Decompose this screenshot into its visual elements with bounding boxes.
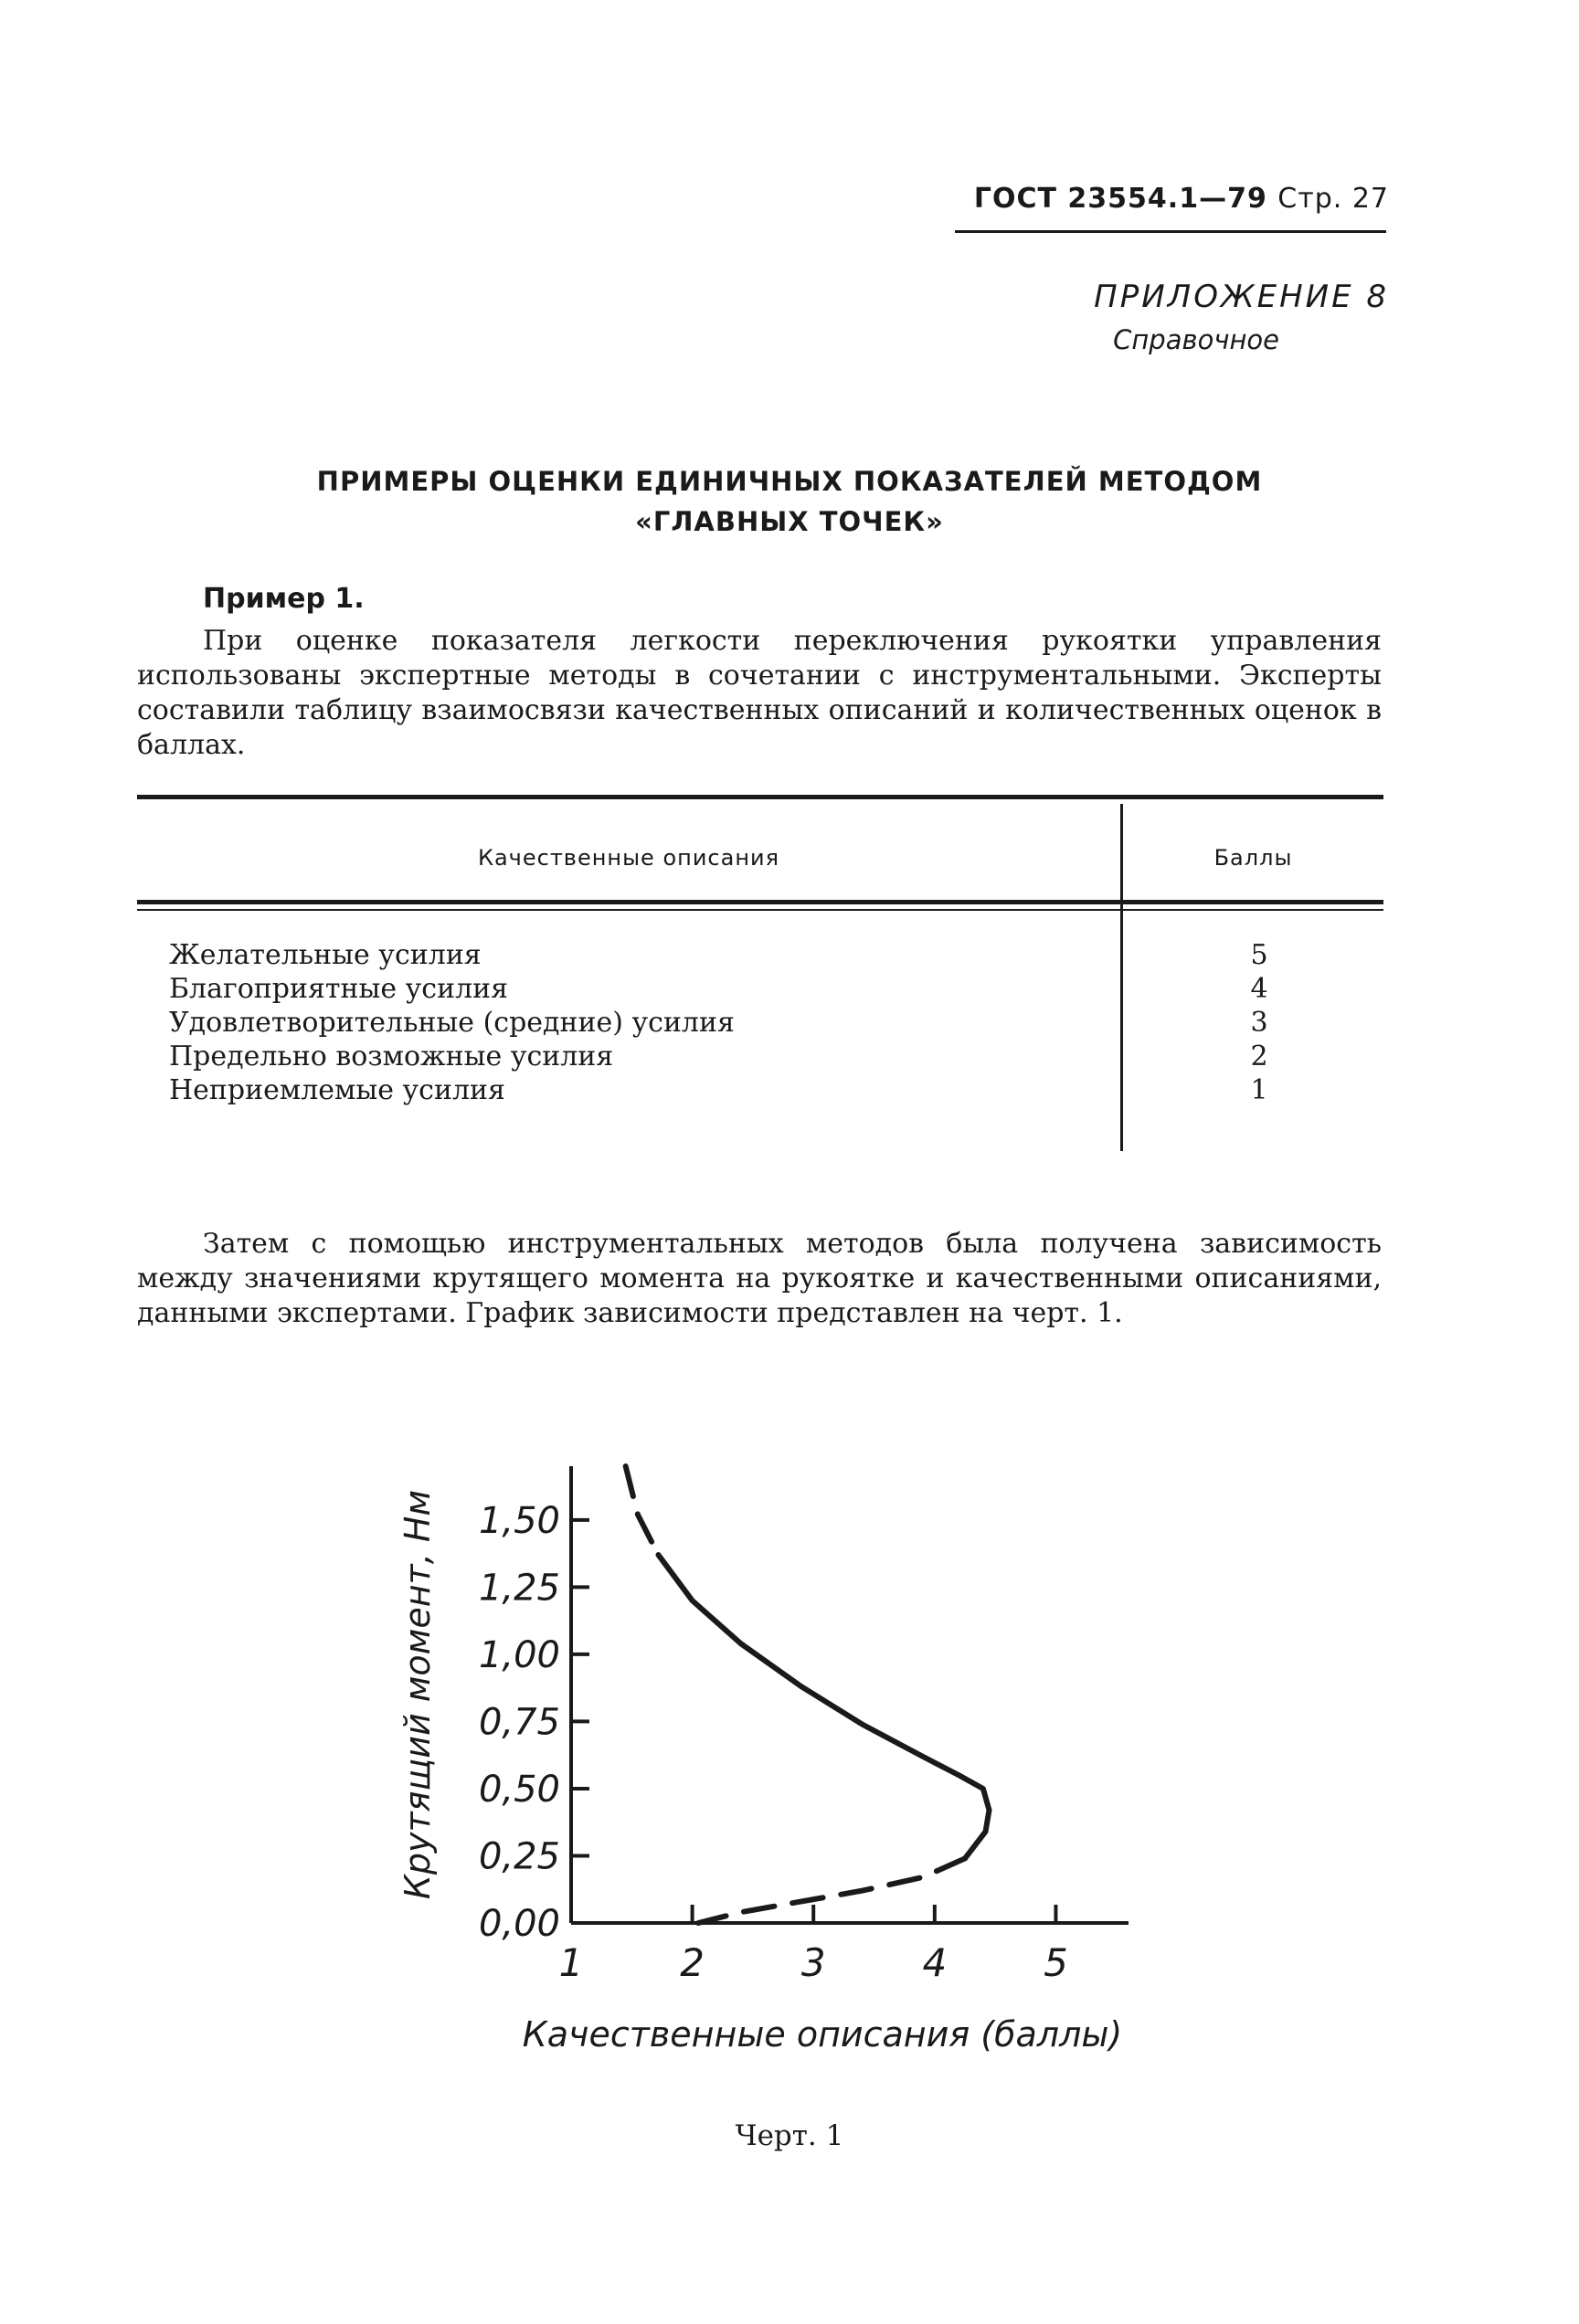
table-row-label: Неприемлемые усилия [169,1074,505,1106]
title-line-2: «ГЛАВНЫХ ТОЧЕК» [635,506,944,537]
table-row-score: 4 [1250,973,1268,1005]
table-top-rule [137,795,1383,799]
x-tick-label: 3 [800,1940,826,1985]
x-tick-label: 5 [1044,1940,1068,1985]
y-tick-label: 0,00 [478,1903,560,1945]
table-row-label: Благоприятные усилия [169,973,509,1005]
table-row-label: Желательные усилия [169,939,482,971]
table-header-scores: Баллы [1213,845,1293,871]
y-tick-label: 1,50 [478,1499,560,1542]
series-line-dashed-lower [698,1858,965,1923]
paragraph-1: При оценке показателя легкости переключения рукоятки управления использованы экспертные методы в сочетании с инструментальными. Эксперты составили таблицу взаимосвязи качественных описаний и количественных оценок в баллах. [137,625,1382,761]
y-tick-label: 0,50 [478,1768,560,1811]
table-row-score: 2 [1250,1041,1268,1072]
y-tick-label: 0,25 [478,1835,560,1878]
appendix-subtitle: Справочное [1113,324,1279,355]
series-line-solid [658,1555,989,1858]
x-tick-label: 1 [558,1940,584,1985]
example-label: Пример 1. [203,583,365,615]
series-line-dashed-upper [626,1466,659,1555]
y-axis-label: Крутящий момент, Нм [397,1489,438,1900]
page-header [914,183,1389,215]
table-row-score: 3 [1250,1007,1268,1039]
appendix-title: ПРИЛОЖЕНИЕ 8 [1094,279,1389,315]
title-line-1: ПРИМЕРЫ ОЦЕНКИ ЕДИНИЧНЫХ ПОКАЗАТЕЛЕЙ МЕТОДОМ [316,466,1263,497]
paragraph-2: Затем с помощью инструментальных методов была получена зависимость между значениями крутящего момента на рукоятке и качественными описаниями, данными экспертами. График зависимости представлен на черт. 1. [137,1228,1382,1329]
table-header-rule-thin [137,909,1383,911]
standard-number: ГОСТ 23554.1—79 [973,183,1267,215]
document-title [137,461,1442,542]
table-header-descriptions: Качественные описания [477,845,780,871]
header-divider [955,230,1386,233]
torque-chart [366,1425,1224,2065]
y-tick-label: 1,25 [478,1567,560,1610]
table-row-label: Удовлетворительные (средние) усилия [169,1007,735,1039]
table-row-score: 5 [1250,939,1268,971]
x-tick-label: 4 [922,1940,948,1985]
table-row-score: 1 [1250,1074,1268,1106]
y-tick-label: 0,75 [478,1701,560,1744]
figure-caption: Черт. 1 [735,2119,844,2152]
page-number: Стр. 27 [1277,183,1389,215]
x-axis-label: Качественные описания (баллы) [522,2014,1123,2055]
y-tick-label: 1,00 [478,1633,560,1676]
table-header-rule [137,900,1383,904]
table-row-label: Предельно возможные усилия [169,1041,614,1072]
x-tick-label: 2 [680,1940,705,1985]
